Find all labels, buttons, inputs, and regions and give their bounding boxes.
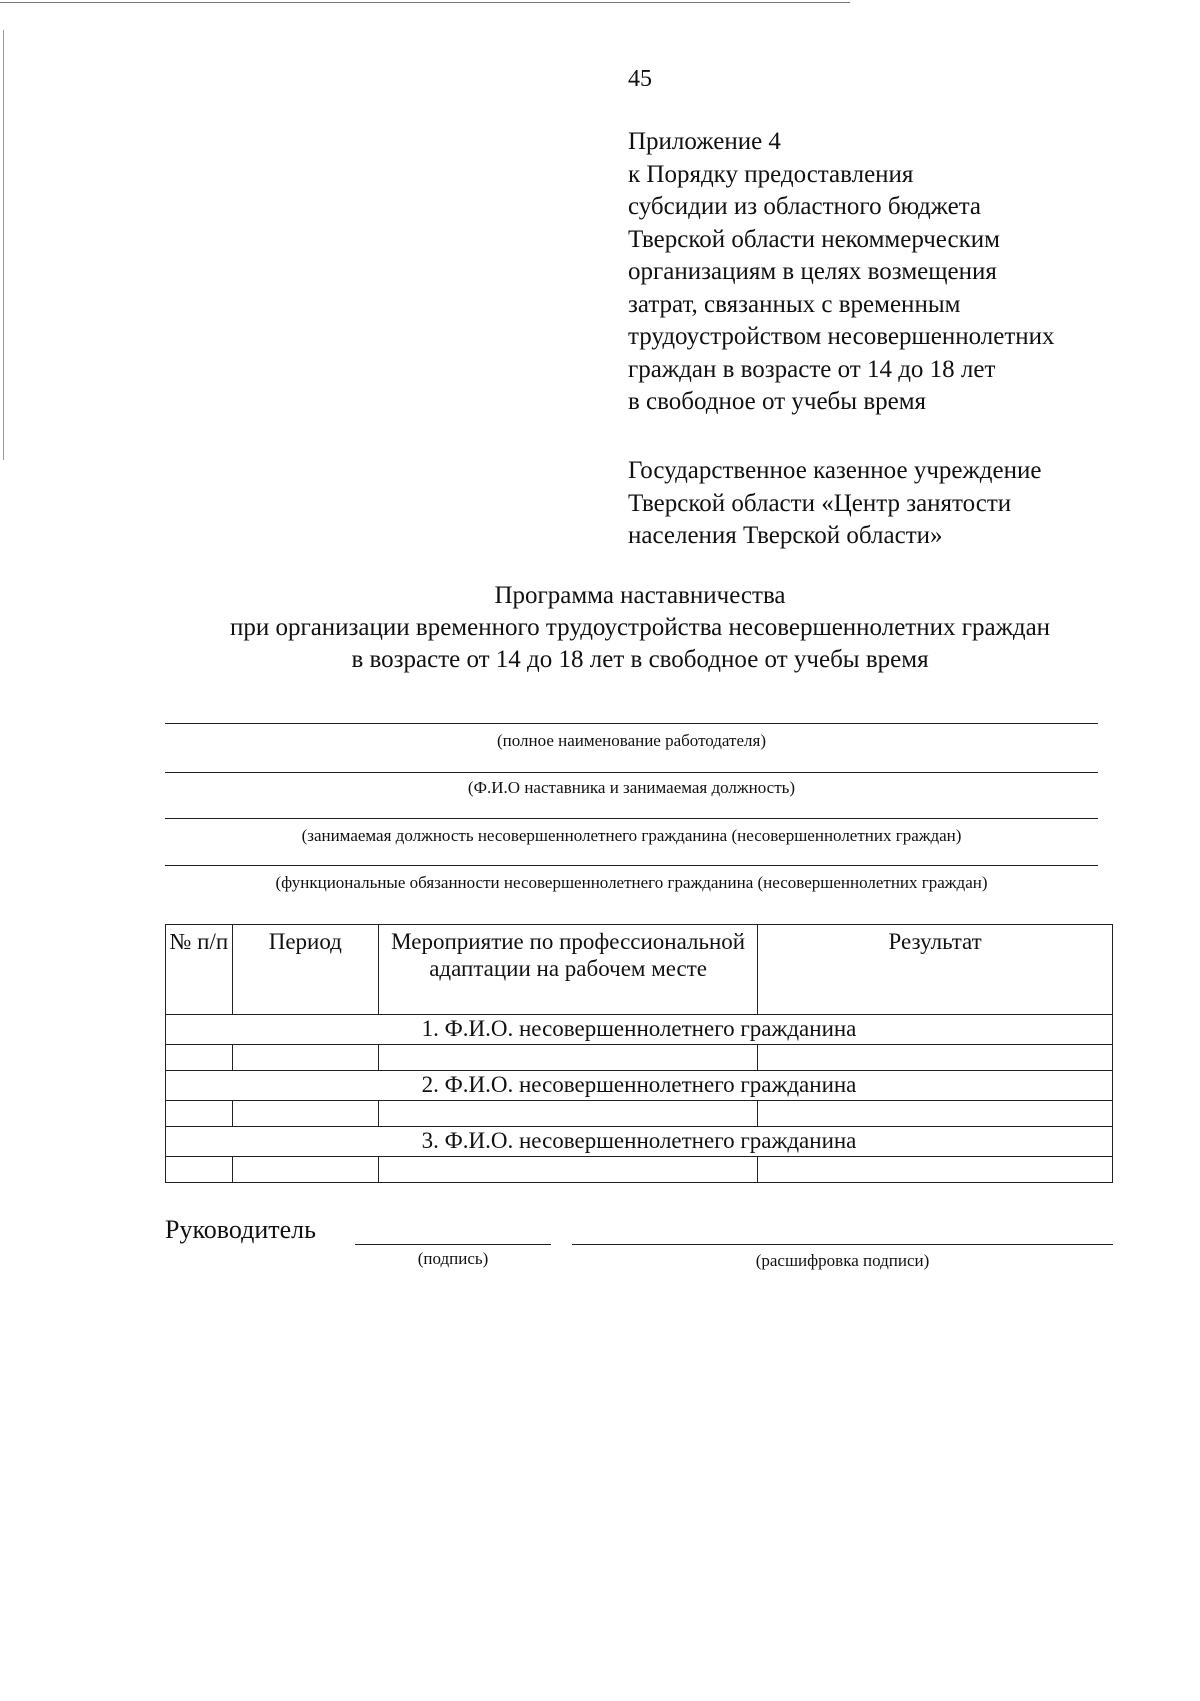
table-header-row bbox=[166, 925, 1113, 1015]
appendix-header bbox=[628, 126, 1148, 419]
appendix-line: в свободное от учебы время bbox=[628, 388, 927, 415]
appendix-line: граждан в возрасте от 14 до 18 лет bbox=[628, 355, 996, 383]
table-group-row bbox=[166, 1015, 1113, 1045]
table-row bbox=[166, 1045, 1113, 1071]
signature-decode-caption: (расшифровка подписи) bbox=[755, 1251, 930, 1270]
title-line: при организации временного трудоустройства несовершеннолетних граждан bbox=[229, 614, 1051, 641]
cell-number[interactable] bbox=[166, 1157, 233, 1183]
signature-caption: (подпись) bbox=[417, 1249, 489, 1268]
appendix-line: к Порядку предоставления bbox=[628, 160, 914, 188]
cell-number[interactable] bbox=[166, 1045, 233, 1071]
mentor-name-caption: (Ф.И.О наставника и занимаемая должность) bbox=[467, 778, 796, 797]
cell-number[interactable] bbox=[166, 1101, 233, 1127]
signature-line[interactable] bbox=[355, 1244, 551, 1245]
cell-event[interactable] bbox=[378, 1101, 757, 1127]
cell-period[interactable] bbox=[232, 1157, 378, 1183]
cell-result[interactable] bbox=[758, 1101, 1113, 1127]
employer-name-caption: (полное наименование работодателя) bbox=[497, 731, 766, 750]
table-row bbox=[166, 1157, 1113, 1183]
title-line: Программа наставничества bbox=[494, 582, 786, 609]
employer-name-line[interactable] bbox=[165, 723, 1098, 724]
appendix-line: субсидии из областного бюджета bbox=[628, 193, 982, 220]
minor-duties-caption: (функциональные обязанности несовершеннолетнего гражданина (несовершеннолетних граждан) bbox=[275, 873, 988, 892]
page-number: 45 bbox=[628, 66, 652, 92]
scan-edge-left bbox=[3, 30, 4, 460]
minor-position-line[interactable] bbox=[165, 818, 1098, 819]
mentor-name-line[interactable] bbox=[165, 772, 1098, 773]
table-group-row bbox=[166, 1071, 1113, 1101]
appendix-line: Тверской области некоммерческим bbox=[628, 225, 1000, 253]
addressee-block bbox=[628, 455, 1148, 553]
minor-duties-line[interactable] bbox=[165, 865, 1098, 866]
minor-group-label: 1. Ф.И.О. несовершеннолетнего гражданина bbox=[166, 1015, 1113, 1045]
minor-position-caption: (занимаемая должность несовершеннолетнего гражданина (несовершеннолетних граждан) bbox=[301, 826, 962, 845]
table-group-row bbox=[166, 1127, 1113, 1157]
cell-period[interactable] bbox=[232, 1101, 378, 1127]
cell-event[interactable] bbox=[378, 1157, 757, 1183]
scan-edge-top bbox=[0, 2, 850, 3]
header-result: Результат bbox=[758, 925, 1113, 1015]
minor-group-label: 2. Ф.И.О. несовершеннолетнего гражданина bbox=[166, 1071, 1113, 1101]
appendix-line: организациям в целях возмещения bbox=[628, 258, 997, 285]
header-event: Мероприятие по профессиональной адаптации на рабочем месте bbox=[378, 925, 757, 1015]
appendix-line: трудоустройством несовершеннолетних bbox=[628, 323, 1055, 350]
signature-decode-line[interactable] bbox=[572, 1244, 1113, 1245]
appendix-line: Приложение 4 bbox=[628, 128, 781, 155]
table-row bbox=[166, 1101, 1113, 1127]
cell-result[interactable] bbox=[758, 1157, 1113, 1183]
mentoring-program-table bbox=[165, 924, 1113, 1183]
minor-group-label: 3. Ф.И.О. несовершеннолетнего гражданина bbox=[166, 1127, 1113, 1157]
cell-period[interactable] bbox=[232, 1045, 378, 1071]
title-line: в возрасте от 14 до 18 лет в свободное от учебы время bbox=[351, 646, 929, 673]
document-title bbox=[130, 580, 1150, 676]
cell-result[interactable] bbox=[758, 1045, 1113, 1071]
header-period: Период bbox=[232, 925, 378, 1015]
addressee-line: Государственное казенное учреждение bbox=[628, 457, 1042, 484]
signature-label: Руководитель bbox=[165, 1215, 316, 1244]
appendix-line: затрат, связанных с временным bbox=[628, 290, 961, 318]
addressee-line: населения Тверской области» bbox=[628, 522, 943, 549]
cell-event[interactable] bbox=[378, 1045, 757, 1071]
addressee-line: Тверской области «Центр занятости bbox=[628, 489, 1012, 517]
signature-block bbox=[165, 1215, 1113, 1275]
header-number: № п/п bbox=[166, 925, 233, 1015]
